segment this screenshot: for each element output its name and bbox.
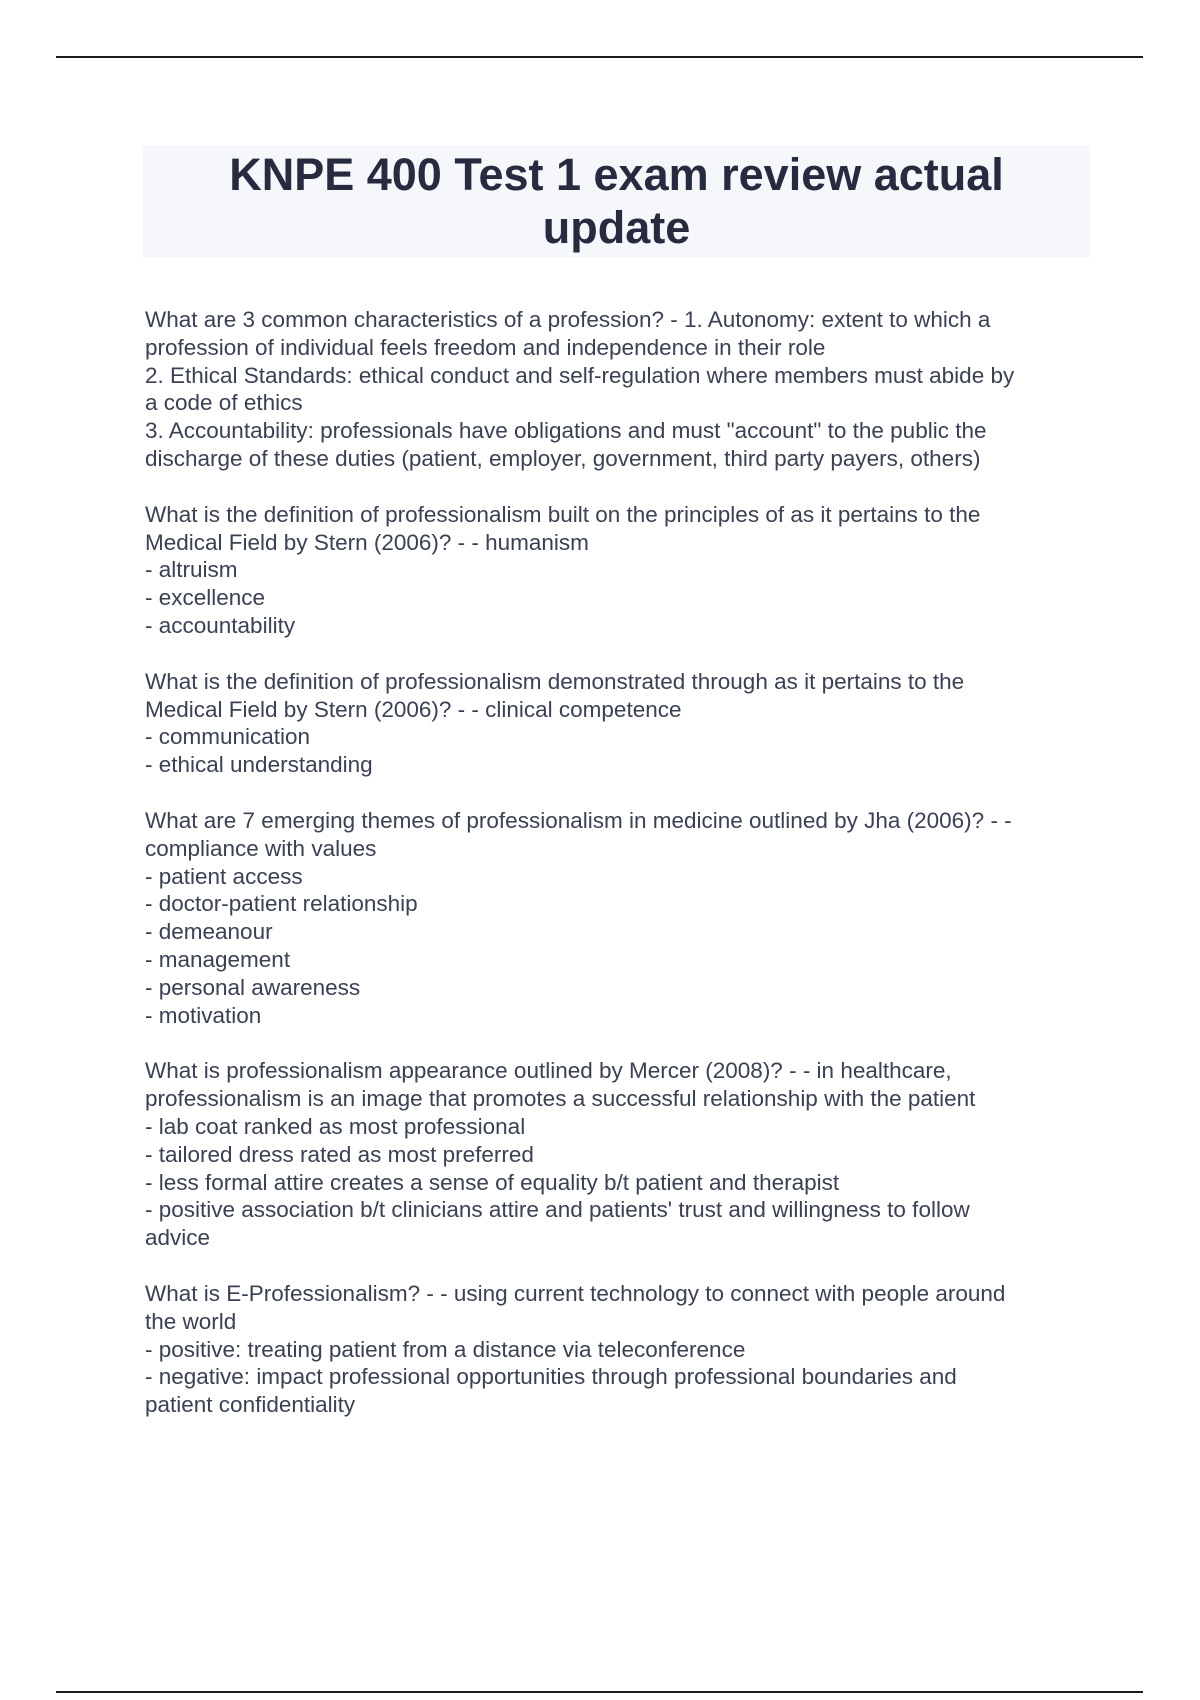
entry-line: What is E-Professionalism? - - using current technology to connect with people around bbox=[145, 1280, 1006, 1306]
entry-line: Medical Field by Stern (2006)? - - humanism bbox=[145, 529, 589, 555]
title-band bbox=[143, 145, 1090, 257]
entry-line: - management bbox=[145, 946, 291, 972]
entry-line: What are 7 emerging themes of professionalism in medicine outlined by Jha (2006)? - - bbox=[145, 807, 1012, 833]
entry-line: - lab coat ranked as most professional bbox=[145, 1113, 526, 1139]
page-title: KNPE 400 Test 1 exam review actual update bbox=[229, 149, 1004, 253]
entry-line: - communication bbox=[145, 724, 311, 750]
qa-entry bbox=[145, 668, 1090, 779]
entry-line: What are 3 common characteristics of a profession? - 1. Autonomy: extent to which a bbox=[145, 307, 991, 332]
qa-entry bbox=[145, 807, 1090, 1029]
document-body bbox=[145, 306, 1090, 1447]
entry-line: 3. Accountability: professionals have obligations and must "account" to the public the bbox=[145, 418, 987, 444]
entry-line: profession of individual feels freedom and independence in their role bbox=[145, 334, 826, 360]
entry-line: - positive: treating patient from a distance via teleconference bbox=[145, 1336, 746, 1362]
entry-line: compliance with values bbox=[145, 835, 377, 861]
entry-line: a code of ethics bbox=[145, 390, 303, 416]
entry-line: - accountability bbox=[145, 612, 296, 638]
entry-line: What is the definition of professionalism demonstrated through as it pertains to the bbox=[145, 668, 965, 694]
entry-line: - demeanour bbox=[145, 919, 273, 945]
top-rule bbox=[56, 56, 1143, 58]
entry-line: - tailored dress rated as most preferred bbox=[145, 1141, 534, 1167]
qa-entry bbox=[145, 1280, 1090, 1419]
entry-line: What is the definition of professionalism built on the principles of as it pertains to the bbox=[145, 501, 981, 527]
entry-line: the world bbox=[145, 1308, 237, 1334]
bottom-rule bbox=[56, 1691, 1143, 1693]
qa-entry bbox=[145, 1057, 1090, 1252]
qa-entry bbox=[145, 501, 1090, 640]
entry-line: - personal awareness bbox=[145, 974, 361, 1000]
entry-line: - ethical understanding bbox=[145, 752, 373, 778]
entry-line: - doctor-patient relationship bbox=[145, 891, 418, 917]
entry-line: - positive association b/t clinicians attire and patients' trust and willingness to follow bbox=[145, 1197, 970, 1223]
entry-line: - excellence bbox=[145, 585, 266, 611]
entry-line: advice bbox=[145, 1225, 211, 1251]
entry-line: 2. Ethical Standards: ethical conduct and self-regulation where members must abide by bbox=[145, 362, 1015, 388]
entry-line: Medical Field by Stern (2006)? - - clinical competence bbox=[145, 696, 682, 722]
entry-line: - negative: impact professional opportunities through professional boundaries and bbox=[145, 1364, 957, 1390]
entry-line: What is professionalism appearance outlined by Mercer (2008)? - - in healthcare, bbox=[145, 1058, 952, 1084]
entry-line: - less formal attire creates a sense of equality b/t patient and therapist bbox=[145, 1169, 840, 1195]
entry-line: - altruism bbox=[145, 557, 238, 583]
entry-line: discharge of these duties (patient, employer, government, third party payers, others) bbox=[145, 445, 981, 471]
entry-line: professionalism is an image that promotes a successful relationship with the patient bbox=[145, 1086, 976, 1112]
entry-line: - patient access bbox=[145, 863, 303, 889]
qa-entry bbox=[145, 306, 1090, 473]
entry-line: patient confidentiality bbox=[145, 1392, 356, 1418]
entry-line: - motivation bbox=[145, 1002, 262, 1028]
